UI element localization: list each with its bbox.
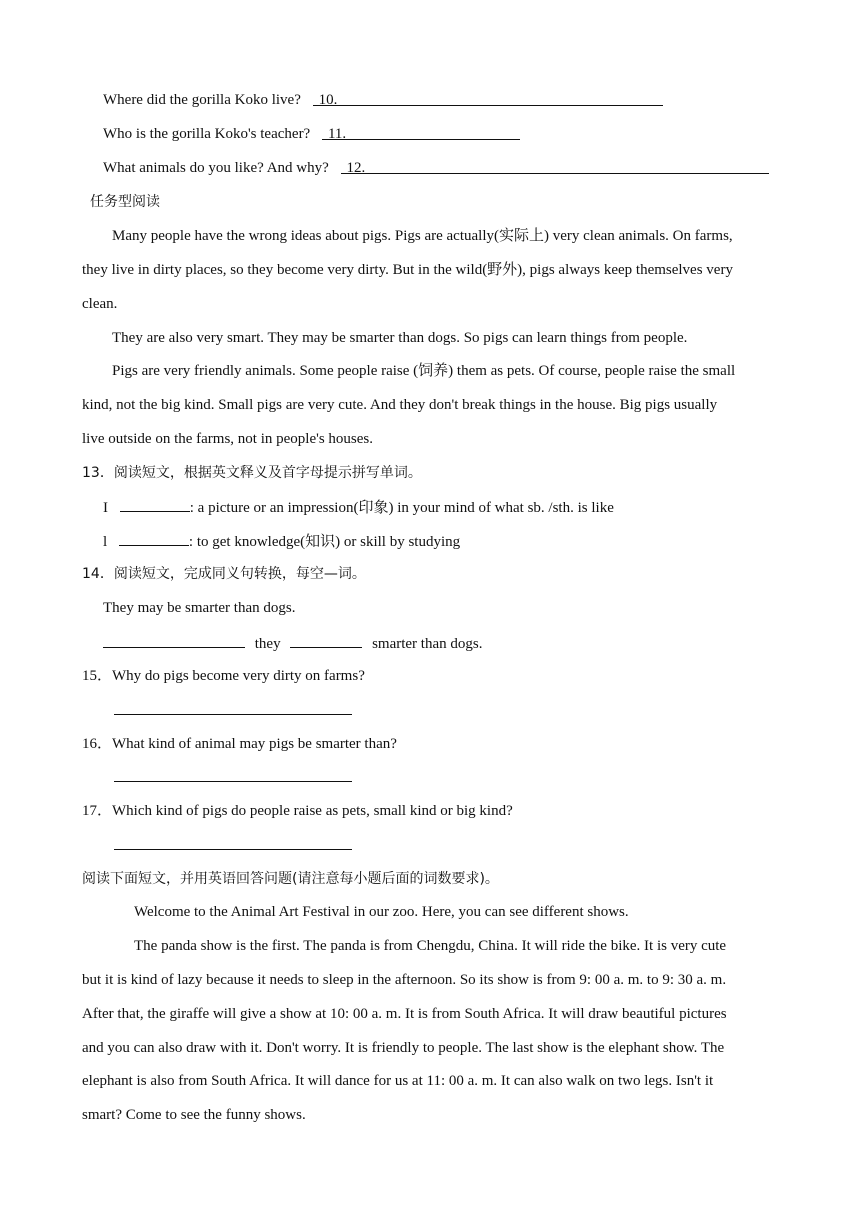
initial-letter: I — [103, 500, 108, 516]
section-heading: 阅读下面短文，并用英语回答问题(请注意每小题后面的词数要求)。 — [82, 871, 499, 887]
answer-blank[interactable]: 10. — [313, 90, 663, 106]
q14-sentence: They may be smarter than dogs. — [103, 600, 296, 616]
passage-line: Many people have the wrong ideas about pigs. Pigs are actually(实际上) very clean animals. On farms, — [112, 228, 733, 244]
question-13-prompt: 13．阅读短文，根据英文释义及首字母提示拼写单词。 — [82, 465, 422, 481]
initial-letter: l — [103, 534, 108, 550]
question-16: 16．What kind of animal may pigs be smarter than? — [82, 736, 397, 752]
passage-line: and you can also draw with it. Don't worry. It is friendly to people. The last show is the elephant show. The — [82, 1040, 725, 1056]
word-blank[interactable] — [290, 632, 362, 648]
q13-item-2 — [103, 530, 460, 552]
passage-line: They are also very smart. They may be smarter than dogs. So pigs can learn things from people. — [112, 330, 688, 346]
q13-item-1 — [103, 496, 614, 518]
question-koko-teacher — [103, 124, 520, 144]
answer-blank[interactable]: 12. — [341, 158, 769, 174]
question-text: Where did the gorilla Koko live? — [103, 92, 301, 108]
question-text: Who is the gorilla Koko's teacher? — [103, 126, 311, 142]
q14-rewrite — [103, 632, 482, 654]
passage-line: Welcome to the Animal Art Festival in our zoo. Here, you can see different shows. — [134, 904, 629, 920]
question-koko-live — [103, 90, 663, 110]
passage-line: they live in dirty places, so they become very dirty. But in the wild(野外), pigs always keep themselves very — [82, 262, 733, 278]
question-animals-like — [103, 158, 769, 178]
answer-line-15[interactable] — [114, 714, 352, 715]
passage-line: smart? Come to see the funny shows. — [82, 1107, 306, 1123]
answer-blank[interactable]: 11. — [322, 124, 520, 140]
section-heading: 任务型阅读 — [90, 194, 160, 210]
rewrite-word: they — [254, 636, 281, 652]
answer-line-16[interactable] — [114, 781, 352, 782]
passage-line: The panda show is the first. The panda is from Chengdu, China. It will ride the bike. It is very cute — [134, 938, 727, 954]
passage-line: live outside on the farms, not in people's houses. — [82, 431, 373, 447]
passage-line: Pigs are very friendly animals. Some people raise (饲养) them as pets. Of course, people raise the small — [112, 363, 736, 379]
question-14-prompt: 14．阅读短文，完成同义句转换，每空—词。 — [82, 566, 366, 582]
passage-line: but it is kind of lazy because it needs to sleep in the afternoon. So its show is from 9: 00 a. m. to 9: 30 a. m. — [82, 972, 727, 988]
question-15: 15．Why do pigs become very dirty on farms? — [82, 668, 365, 684]
answer-line-17[interactable] — [114, 849, 352, 850]
passage-line: After that, the giraffe will give a show at 10: 00 a. m. It is from South Africa. It will draw beautiful pictures — [82, 1006, 727, 1022]
word-blank[interactable] — [103, 632, 245, 648]
definition: : to get knowledge(知识) or skill by studying — [188, 534, 461, 550]
word-blank[interactable] — [119, 530, 189, 546]
word-blank[interactable] — [120, 496, 190, 512]
passage-line: kind, not the big kind. Small pigs are very cute. And they don't break things in the house. Big pigs usually — [82, 397, 718, 413]
passage-line: elephant is also from South Africa. It will dance for us at 11: 00 a. m. It can also walk on two legs. Isn't it — [82, 1073, 714, 1089]
passage-line: clean. — [82, 296, 118, 312]
question-text: What animals do you like? And why? — [103, 160, 329, 176]
question-17: 17．Which kind of pigs do people raise as pets, small kind or big kind? — [82, 803, 513, 819]
rewrite-word: smarter than dogs. — [372, 636, 483, 652]
definition: : a picture or an impression(印象) in your mind of what sb. /sth. is like — [189, 500, 614, 516]
